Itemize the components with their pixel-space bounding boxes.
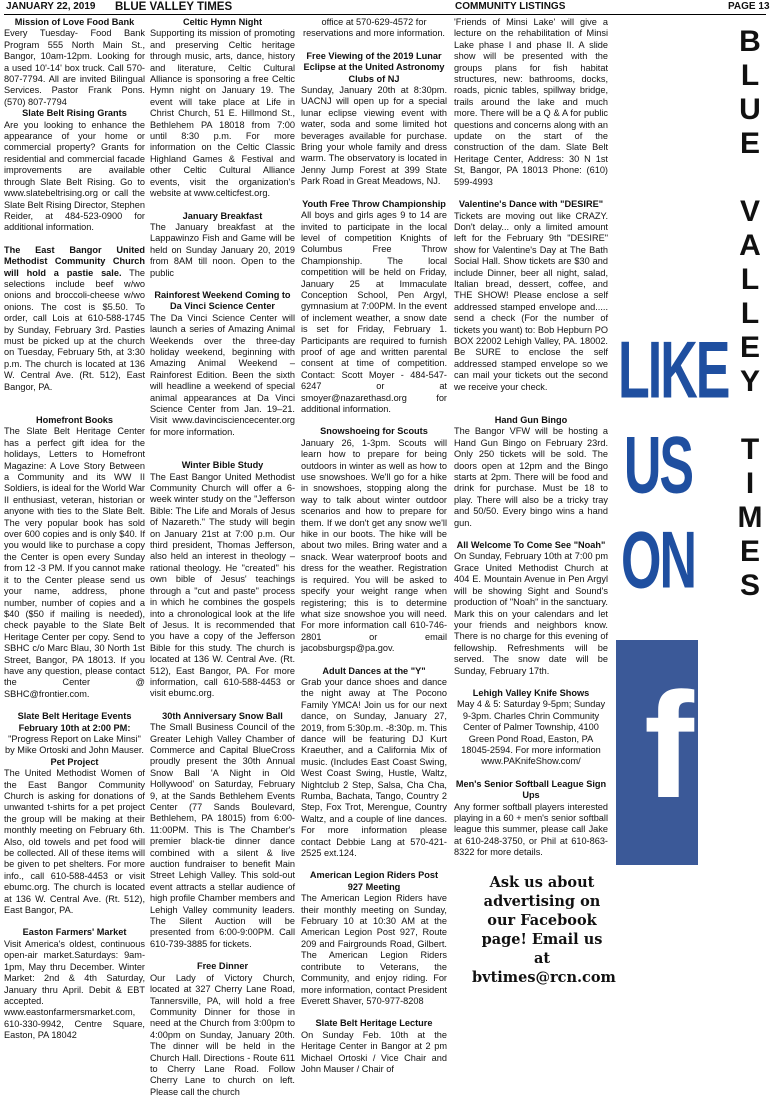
- article-body: [301, 677, 447, 860]
- page-number: PAGE 13: [728, 1, 770, 12]
- article-spacer: [150, 950, 295, 961]
- article-spacer: [301, 415, 447, 426]
- article-body: [454, 211, 608, 394]
- us-word: US: [623, 421, 693, 511]
- article-body: [301, 210, 447, 415]
- article-body: [454, 17, 608, 188]
- masthead-letter: S: [739, 569, 760, 602]
- article-title: Rainforest Weekend Coming to Da Vinci Science Center: [154, 289, 291, 312]
- article: [150, 961, 295, 1098]
- article-body: [4, 939, 145, 1042]
- article-title: Youth Free Throw Championship: [302, 198, 446, 209]
- column-4: [454, 17, 608, 1022]
- article-body: [454, 699, 608, 767]
- article-text: The Slate Belt Heritage Center has a perfect gift idea for the holidays, Letters to Homefront Magazine: A Love Story Between a Community and its WW II Soldiers, is ideal for the World War II enthusiast, veteran, historian or anyone with ties to the Slate Belt. The very popular book has sold over 600 copies and is only $40. If you would like to purchase a copy the Center is open every Sunday from 12 -3 PM. If you cannot make it to the Center please send us your name, address, phone number, number of copies and a $40 ($50 if mailing is needed), check payable to the Slate Belt Heritage Center per copy. Send to SBHC c/o Marc Blau, 30 North 1st Street, Bangor, PA 18013. If you have any question, please contact the Center @ SBHC@frontier.com.: [4, 426, 145, 699]
- article: [4, 17, 145, 108]
- article-text: Are you looking to enhance the appearance of your home or commercial property? Grants for residential and commercial facade improvements are available through Slate Belt Rising. Go to www.slatebeltrising.org or call the Slate Belt Rising Director, Stephen Reider, at 484-523-0900 for additional information.: [4, 119, 145, 233]
- article-title: Valentine's Dance with "DESIRE": [458, 199, 604, 210]
- article-spacer: [4, 1042, 145, 1053]
- article-text: January 26, 1-3pm. Scouts will learn how to prepare for being outdoors in winter as well as how to use snowshoes. We'll go for a hike in snowshoes, stopping along the way to talk about winter outdoor scenarios and how to prepare for them. If we don't get any snow we'll hike in our boots. The hike will be about two miles. Bring water and a snack. Wear waterproof boots and dress for the weather. Registration is required. You will be asked to specify your weight range when registering; this is to determine what size snowshoe you will need. For more information call 610-746-2801 or email jacobsburgsp@pa.gov.: [301, 437, 447, 654]
- article-lead: The East Bangor United Methodist Community Church will hold a pastie sale.: [4, 244, 145, 278]
- article-body: [301, 17, 447, 40]
- section-title: COMMUNITY LISTINGS: [455, 1, 566, 12]
- article-body: [150, 222, 295, 279]
- article-spacer: [150, 438, 295, 460]
- article-title: Slate Belt Heritage Lecture: [315, 1018, 433, 1029]
- paper-name: BLUE VALLEY TIMES: [115, 1, 233, 13]
- article-body: [454, 426, 608, 529]
- article-title: January Breakfast: [182, 210, 263, 221]
- article-spacer: [150, 279, 295, 290]
- article-body: [301, 85, 447, 188]
- article-body: [301, 893, 447, 1007]
- article: [4, 245, 145, 393]
- article-text: The selections include beef w/wo onions and broccoli-cheese w/wo onions. The cost is $5.50. To order, call Lois at 610-588-1745 by Sunday, February 3rd. Pasties must be picked up at the church on Tuesday, February 5th, at 3:30 p.m. The church is located at 136 W. Central Ave. (Rt. 512), East Bangor, PA.: [4, 267, 145, 392]
- article-spacer: [454, 768, 608, 779]
- facebook-f-icon: f: [644, 661, 694, 829]
- article-text: Supporting its mission of promoting and preserving Celtic heritage through music, arts, dance, history and literature, Celtic Cultural Alliance is sponsoring a free Celtic Hymn night on January 19. The event will take place at Life in Christ Church, 51 E. Hillmond St., Bethlehem PA 18018 from 7:00 until 8:30 p.m. For more information on the Celtic Classic Highland Games & Festival and other Celtic Cultural Alliance events, visit the organization's website at www.celticfest.org.: [150, 28, 295, 199]
- article-title: Hand Gun Bingo: [494, 415, 568, 425]
- on-word: ON: [621, 516, 695, 606]
- article-title: Winter Bible Study: [181, 460, 264, 471]
- article: [4, 927, 145, 1041]
- article-text: The United Methodist Women of the East Bangor Community Church is asking for donations of unwanted t-shirts for a pet project the group will be making at their monthly meeting on February 6th. Also, old towels and pet food will be collected. All of these items will be given to pet shelters. For more info., call 610-588-4453 or visit ebumc.org. The church is located at 136 W. Central Ave. (Rt. 512), East Bangor, PA.: [4, 768, 145, 916]
- article: [301, 1018, 447, 1075]
- facebook-advertising-promo: Ask us about advertising on our Facebook page! Email us at bvtimes@rcn.com: [472, 874, 616, 986]
- article-text: On Sunday, February 10th at 7:00 pm Grace United Methodist Church at 404 E. Mountain Avenue in Pen Argyl will be showing Sight and Sound's production of "Noah" in the sanctuary. Mark this on your calendars and let your friends and neighbors know. There is no charge for this evening of fellowship. Refreshments will be served. The snow date will be Sunday, February 17th.: [454, 551, 608, 676]
- article-spacer: [454, 393, 608, 415]
- article-text: "Progress Report on Lake Minsi" by Mike Ortoski and John Mauser.: [5, 733, 144, 756]
- article: [301, 426, 447, 654]
- column-2: [150, 17, 295, 1097]
- article-spacer: [4, 700, 145, 711]
- article: [301, 199, 447, 416]
- article-spacer: [301, 859, 447, 870]
- article-title: Homefront Books: [35, 415, 114, 425]
- masthead-letter: T: [740, 433, 760, 466]
- article-title: Adult Dances at the "Y": [322, 665, 426, 676]
- article-spacer: [150, 200, 295, 211]
- masthead-letter: U: [739, 93, 761, 126]
- article-spacer: [301, 188, 447, 199]
- article-title: All Welcome To Come See "Noah": [456, 540, 606, 551]
- article-spacer: [301, 1007, 447, 1018]
- article-title: American Legion Riders Post 927 Meeting: [309, 870, 439, 892]
- article-text: Every Tuesday- Food Bank Program 555 North Main St., Bangor, 10am-12pm. Looking for a used 10'-14' box truck. Call 570-807-7794. All are invited Bilingual Services. Pastor Frank Pons. (570) 807-7794: [4, 28, 145, 107]
- article: [150, 290, 295, 438]
- article-text: Sunday, January 20th at 8:30pm. UACNJ will open up for a special lunar eclipse viewing event with water, soda and some limited hot beverages available for purchase. Bring your whole family and dress warm. The observatory is located in Jenny Jump Forest at 399 State Park Road in Great Meadows, NJ.: [301, 85, 447, 187]
- article-title: Snowshoeing for Scouts: [320, 426, 428, 437]
- article-text: May 4 & 5: Saturday 9-5pm; Sunday 9-3pm. Charles Chrin Community Center of Palmer Township, 4100 Green Pond Road, Easton, PA 18045-2594. For more information www.PAKnifeShow.com/: [456, 699, 606, 767]
- article-title: Celtic Hymn Night: [182, 17, 263, 27]
- article-spacer: [4, 916, 145, 927]
- vertical-masthead: [735, 25, 765, 603]
- article-text: All boys and girls ages 9 to 14 are invited to participate in the local level of competition Knights of Columbus Free Throw Championship. The local competition will be held on Friday, January 25 at Immaculate Conception School, Pen Argyl, gymnasium at 7:00PM. In the event of inclement weather, a snow date is set for Friday, February 1. Participants are required to furnish proof of age and written parental consent at time of competition. Contact: Scott Moyer - 484-547-6247 or at smoyer@nazarethasd.org for additional information.: [301, 210, 447, 414]
- article: [150, 711, 295, 951]
- issue-date: JANUARY 22, 2019: [6, 1, 96, 12]
- article-body: [454, 551, 608, 676]
- article-text: 'Friends of Minsi Lake' will give a lecture on the rehabilitation of Minsi Lake phase I and phase II. A slide show will be presented with the groups plans for fish habitat structures, new: bathrooms, docks, roads, picnic tables, spillway bridge, trails around the lake and much more. There will be a Q & A for public questions and concerns along with an update on the start of the construction of the dam. Slate Belt Heritage Center, Address: 30 N 1st St, Bangor, PA 18013 Phone: (610) 599-4993: [454, 17, 608, 187]
- article-spacer: [301, 655, 447, 666]
- masthead-letter: E: [739, 331, 760, 364]
- article: [4, 757, 145, 917]
- article-title: Men's Senior Softball League Sign Ups: [455, 778, 607, 801]
- article-body: [150, 973, 295, 1098]
- article: [454, 540, 608, 677]
- article-text: The East Bangor United Methodist Community Church will offer a 6-week winter study on the "Jefferson Bible: The Life and Morals of Jesus of Nazareth." The study will begin on January 21st at 7:00 p.m. Our third president, Thomas Jefferson, also held an interest in theology – rational theology. He "created" his own bible of Jesus' teachings through a "cut and paste" process in which he combines the gospels into a chronological look at the life of Jesus. It is recommended that you have a copy of the Jefferson Bible for this study. The church is located at 136 W. Central Ave. (Rt. 512), East Bangor, PA. For more information, call 610-588-4453 or visit ebumc.org.: [150, 471, 295, 699]
- article-body: [4, 28, 145, 108]
- facebook-logo: [616, 640, 698, 865]
- article-spacer: [454, 188, 608, 199]
- article-text: The January breakfast at the Lappawinzo Fish and Game will be held on Sunday January 20, 2019 from 8AM till noon. Open to the public: [150, 221, 295, 278]
- article: [301, 870, 447, 1007]
- article-lead: February 10th at 2:00 PM:: [18, 722, 131, 733]
- article-body: [150, 722, 295, 950]
- masthead-spacer: [735, 161, 765, 195]
- article: [4, 415, 145, 700]
- masthead-letter: E: [739, 535, 760, 568]
- article: [150, 460, 295, 700]
- article-body: [4, 723, 145, 757]
- masthead-letter: A: [739, 229, 761, 262]
- article: [454, 779, 608, 859]
- article: [150, 17, 295, 200]
- masthead-letter: L: [740, 59, 760, 92]
- article: [454, 415, 608, 529]
- article-body: [454, 802, 608, 859]
- article-body: [4, 245, 145, 393]
- article-spacer: [454, 529, 608, 540]
- article-title: Lehigh Valley Knife Shows: [472, 687, 590, 698]
- article-title: Slate Belt Heritage Events: [17, 711, 132, 722]
- masthead-letter: I: [745, 467, 755, 500]
- article: [454, 17, 608, 188]
- article-text: The American Legion Riders have their monthly meeting on Sunday, February 10 at 10:30 AM at the American Legion Post 927, Route 209 and Fairgrounds Road, Gilbert. The American Legion Riders contribute to Veterans, the Community, and enjoy riding. For more information, contact President Everett Shaver, 570-977-8208: [301, 893, 447, 1006]
- article-title: Easton Farmers' Market: [22, 927, 127, 938]
- article-text: The Small Business Council of the Greater Lehigh Valley Chamber of Commerce and Capital BlueCross proudly present the 30th Annual Snow Ball 'A Night in Old Hollywood' on Saturday, February 9, at the Sands Bethlehem Events Center (77 Sands Boulevard, Bethlehem, PA 18015) from 6:00-11:00PM. This is The Chamber's premier black-tie dinner dance combined with a silent & live auction fundraiser to benefit Main Street Lehigh Valley. This sold-out event attracts a stellar audience of high profile Chamber members and Lehigh Valley community leaders. The Silent Auction will be presented from 6:00-9:00PM. Call 610-739-3885 for tickets.: [150, 722, 295, 949]
- article-title: 30th Anniversary Snow Ball: [162, 710, 283, 721]
- masthead-letter: Y: [739, 365, 760, 398]
- masthead-letter: L: [740, 297, 760, 330]
- article-spacer: [4, 393, 145, 415]
- masthead-letter: M: [737, 501, 763, 534]
- article-text: Grab your dance shoes and dance the night away at The Pocono Family YMCA! Join us for our next dance, on Sunday, January 27, 2019, from 5:30p.m. -8:30p. m. This dance will be featuring DJ Kurt Kraeuther, and a California Mix of music. (Includes East Coast Swing, West Coast Swing, Hustle, Waltz, Nightclub 2 Step, Salsa, Cha Cha, Rumba, Bachata, Tango, Country 2 Step, Fox Trot, Merengue, Country Waltz, and a couple of line dances. For more information please contact Debbie Lang at 570-421-2525 ext.124.: [301, 676, 447, 859]
- article-body: [4, 768, 145, 916]
- article-body: [150, 472, 295, 700]
- article-body: [301, 438, 447, 655]
- like-us-on-promo: [618, 326, 729, 630]
- article-title: Pet Project: [50, 756, 99, 767]
- article-text: office at 570-629-4572 for reservations and more information.: [303, 17, 445, 39]
- article-text: The Bangor VFW will be hosting a Hand Gun Bingo on February 23rd. Only 250 tickets will be sold. The doors open at 12pm and the Bingo starts at 2pm. There will be food and drink for purchase. Must be 18 to play. There will also be a tricky tray and 50/50. Every bingo wins a hand gun.: [454, 426, 608, 528]
- article-spacer: [4, 234, 145, 245]
- article: [150, 211, 295, 279]
- article-body: [150, 28, 295, 199]
- article-text: Tickets are moving out like CRAZY. Don't delay... only a limited amount left for the February 9th "DESIRE" show for Valentine's Day at The Bath Social Hall. Show tickets are $30 and include Dinner, beer all night, salad, Italian bread, dessert, coffee, and THE SHOW! Please enclose a self addressed stamped envelope and..... send a check (For the number of tickets you want) to: Bob Hepburn PO BOX 22002 Lehigh Valley, PA. 18002. Be SURE to enclose the self addressed stamped envelope so we can mail your tickets out the second we receive your check.: [454, 210, 608, 392]
- column-1: [4, 17, 145, 1041]
- column-3: [301, 17, 447, 1074]
- masthead-letter: E: [739, 127, 760, 160]
- article: [301, 666, 447, 860]
- article-text: Any former softball players interested playing in a 60 + men's senior softball league this summer, please call Jake at 610-248-3750, or Phil at 610-863-8322 for more details.: [454, 801, 608, 858]
- article-title: Mission of Love Food Bank: [14, 17, 135, 27]
- article-spacer: [454, 677, 608, 688]
- article-title: Free Dinner: [196, 961, 249, 972]
- article-body: [150, 313, 295, 438]
- article-spacer: [150, 700, 295, 711]
- article-spacer: [301, 40, 447, 51]
- article-body: [4, 426, 145, 700]
- article-title: Free Viewing of the 2019 Lunar Eclipse at the United Astronomy Clubs of NJ: [303, 50, 445, 84]
- masthead-letter: B: [739, 25, 761, 58]
- article-text: On Sunday Feb. 10th at the Heritage Center in Bangor at 2 pm Michael Ortoski / Vice Chair and John Mauser / Chair of: [301, 1029, 447, 1074]
- article-body: [4, 120, 145, 234]
- article: [301, 51, 447, 188]
- masthead-letter: L: [740, 263, 760, 296]
- article: [4, 108, 145, 233]
- masthead-letter: V: [739, 195, 760, 228]
- article-title: Slate Belt Rising Grants: [22, 108, 127, 119]
- like-word: LIKE: [618, 326, 729, 416]
- header-rule: [4, 14, 766, 15]
- article: [4, 711, 145, 757]
- article-text: Visit America's oldest, continuous open-air market.Saturdays: 9am-1pm, May thru December. Winter Market: 2nd & 4th Saturday, January thru April. Debit & EBT accepted. www.eastonfarmersmarket.com, 610-330-9942, Centre Square, Easton, PA 18042: [4, 938, 145, 1041]
- article: [301, 17, 447, 40]
- article-text: The Da Vinci Science Center will launch a series of Amazing Animal Weekends over the three-day holiday weekend, beginning with Amazing Animal Weekend – Rainforest Edition. Been the sixth will headline a weekend of special animal appearances at Da Vinci Science Center from Jan. 19–21. Visit www.davincisciencecenter.org for more information.: [150, 312, 295, 437]
- masthead-spacer: [735, 399, 765, 433]
- article-text: Our Lady of Victory Church, located at 327 Cherry Lane Road, Tannersville, PA, will hold a free Community Dinner for those in need at the Church from 3:00pm to 4:00pm on Sunday, January 20th. The dinner will be held in the Church Hall. Directions - Route 611 to Cherry Lane Road. Follow Cherry Lane to church on left. Please call the church: [150, 972, 295, 1097]
- article: [454, 688, 608, 768]
- article-body: [301, 1030, 447, 1076]
- article: [454, 199, 608, 393]
